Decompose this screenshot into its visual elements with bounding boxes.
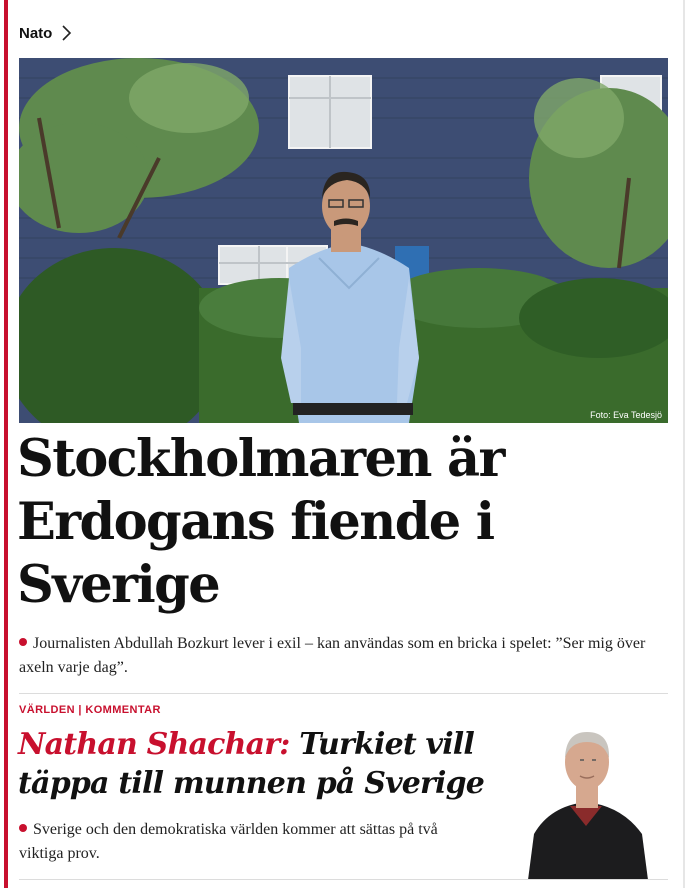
section-label: Nato <box>19 24 53 42</box>
divider <box>19 879 668 880</box>
opinion-lead-text: Sverige och den demokratiska världen kommer att sättas på två viktiga prov. <box>19 821 438 862</box>
opinion-title-text: Turkiet vill täppa till munnen på Sverige <box>18 727 485 801</box>
hero-image[interactable] <box>19 58 668 423</box>
photo-credit: Foto: Eva Tedesjö <box>590 410 662 420</box>
red-dot-icon <box>19 638 27 646</box>
section-link-nato[interactable] <box>19 24 74 42</box>
opinion-lead-paragraph <box>19 818 469 866</box>
lead-text: Journalisten Abdullah Bozkurt lever i exil – kan användas som en bricka i spelet: ”Ser mig över axeln varje dag”. <box>19 635 646 676</box>
divider <box>19 693 668 694</box>
headline-link[interactable]: Stockholmaren är Erdogans fiende i Sverige <box>17 429 504 615</box>
opinion-author: Nathan Shachar: <box>18 727 290 762</box>
opinion-kicker[interactable]: VÄRLDEN | KOMMENTAR <box>19 704 161 716</box>
chevron-right-icon <box>58 24 74 42</box>
opinion-headline-link[interactable] <box>18 725 488 803</box>
red-dot-icon <box>19 824 27 832</box>
section-accent-bar <box>4 0 8 888</box>
author-avatar[interactable] <box>520 722 655 880</box>
lead-paragraph <box>19 632 649 680</box>
